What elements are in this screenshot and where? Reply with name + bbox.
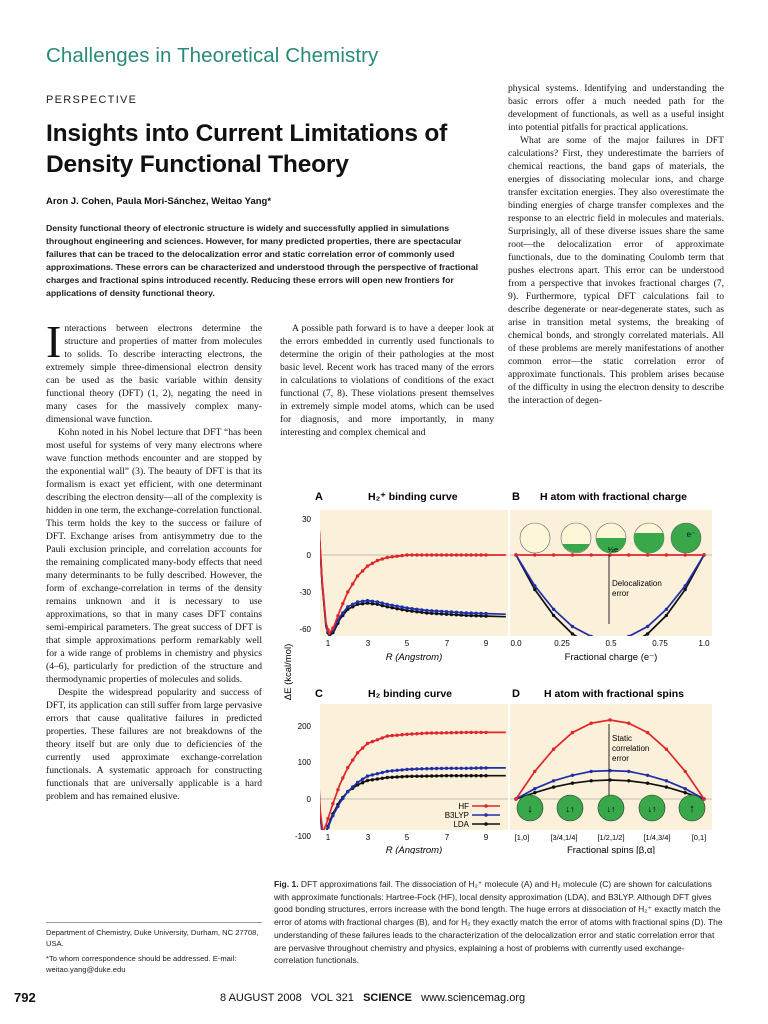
data-point-hf [381,736,384,739]
data-point-hf [665,748,668,751]
data-point-hf [684,553,687,556]
data-point-b3lyp [361,600,364,603]
data-point-b3lyp [351,603,354,606]
data-point-lda [371,778,374,781]
data-point-hf [386,556,389,559]
data-point-lda [435,774,438,777]
data-point-b3lyp [400,605,403,608]
panel-a-xtick: 7 [444,639,450,648]
panel-d-title: H atom with fractional spins [544,688,685,700]
data-point-lda [445,774,448,777]
data-point-b3lyp [366,774,369,777]
data-point-b3lyp [533,584,536,587]
data-point-b3lyp [420,767,423,770]
data-point-lda [391,776,394,779]
data-point-lda [366,779,369,782]
data-point-hf [326,817,329,820]
series-title: Challenges in Theoretical Chemistry [46,44,379,67]
data-point-b3lyp [376,772,379,775]
data-point-hf [341,602,344,605]
article-title: Insights into Current Limitations of Density Functional Theory [46,120,448,178]
data-point-b3lyp [336,805,339,808]
panel-d-letter: D [512,688,520,700]
data-point-hf [533,553,536,556]
data-point-b3lyp [381,601,384,604]
data-point-b3lyp [341,797,344,800]
data-point-hf [366,742,369,745]
data-point-b3lyp [346,605,349,608]
data-point-lda [627,643,630,646]
data-point-b3lyp [381,771,384,774]
body-paragraph: A possible path forward is to have a deeper look at the errors embedded in currently used functionals to determine the origin of their pathologies at the most basic level. Recent work has traced many of the errors in calculations to violations of conditions of the exact functional (7, 8). These violations present themselves in extremely simple model atoms, which can be used for diagnosis, and more importantly, in many interesting and complex chemical and [280,323,494,438]
data-point-b3lyp [371,773,374,776]
data-point-hf [430,553,433,556]
legend-label-lda: LDA [453,820,469,829]
data-point-hf [627,722,630,725]
data-point-hf [460,553,463,556]
data-point-b3lyp [430,767,433,770]
data-point-lda [552,785,555,788]
panel-c-letter: C [315,688,323,700]
data-point-b3lyp [440,767,443,770]
data-point-lda [425,774,428,777]
electron-label: e⁻ [686,530,696,539]
data-point-lda [381,777,384,780]
data-point-lda [590,643,593,646]
data-point-b3lyp [415,767,418,770]
legend-marker-b3lyp [484,813,488,817]
data-point-b3lyp [405,768,408,771]
data-point-lda [376,777,379,780]
panel-b-xtick: 1.0 [698,639,710,648]
page-footer [0,988,768,1008]
footnotes [46,922,262,979]
data-point-hf [552,553,555,556]
panel-c-ytick: 0 [306,795,311,804]
data-point-hf [479,731,482,734]
data-point-lda [590,779,593,782]
body-column-3 [508,82,724,407]
data-point-lda [405,775,408,778]
data-point-hf [376,559,379,562]
data-point-hf [376,738,379,741]
journal-name: SCIENCE [363,992,412,1004]
panel-b-xtick: 0.5 [605,639,617,648]
data-point-lda [665,614,668,617]
data-point-lda [571,782,574,785]
data-point-b3lyp [484,612,487,615]
data-point-hf [514,797,517,800]
data-point-lda [470,774,473,777]
data-point-hf [410,732,413,735]
data-point-hf [415,732,418,735]
data-point-hf [415,553,418,556]
panel-a-xlabel: R (Angstrom) [385,652,443,663]
data-point-b3lyp [484,766,487,769]
panel-b-xtick: 0.25 [554,639,570,648]
panel-d-xtick: [1/4,3/4] [643,833,671,842]
data-point-b3lyp [445,610,448,613]
data-point-hf [351,582,354,585]
data-point-hf [608,718,611,721]
data-point-lda [460,774,463,777]
data-point-b3lyp [435,767,438,770]
data-point-hf [450,553,453,556]
data-point-b3lyp [386,603,389,606]
body-paragraph: physical systems. Identifying and understanding the basic errors offer a much needed path for the development of functionals, as well as a useful insight into potential pitfalls for practical applications. [508,83,724,133]
data-point-hf [470,731,473,734]
author-list: Aron J. Cohen, Paula Mori-Sánchez, Weitao Yang* [46,196,272,207]
data-point-b3lyp [627,770,630,773]
data-point-b3lyp [371,600,374,603]
body-column-1 [46,316,262,803]
panel-a-ytick: -60 [299,625,311,634]
data-point-hf [395,734,398,737]
data-point-b3lyp [646,774,649,777]
panel-b-xtick: 0.75 [652,639,668,648]
data-point-hf [484,553,487,556]
panel-d-xtick: [3/4,1/4] [550,833,578,842]
data-point-b3lyp [405,606,408,609]
data-point-hf [361,746,364,749]
data-point-lda [665,785,668,788]
data-point-lda [440,774,443,777]
journal-url: www.sciencemag.org [421,992,526,1004]
data-point-hf [627,553,630,556]
data-point-hf [405,733,408,736]
data-point-lda [552,614,555,617]
data-point-b3lyp [440,610,443,613]
panel-d-xtick: [1/2,1/2] [597,833,625,842]
panel-c-ytick: -100 [294,832,311,841]
data-point-hf [465,553,468,556]
data-point-b3lyp [552,608,555,611]
data-point-b3lyp [684,584,687,587]
article-type: PERSPECTIVE [46,94,138,106]
panel-a-xtick: 5 [404,639,410,648]
body-paragraph: Despite the widespread popularity and success of DFT, its application can still suffer from large pervasive errors that cause qualitative failures in predicted properties. These failures are not breakdowns of the theory itself but are only due to deficiencies of the currently used approximate exchange-correlation functionals. A systematic approach for constructing functionals that are universally applicable is a hard problem and has remained elusive. [46,687,262,802]
data-point-b3lyp [627,635,630,638]
shared-y-axis-label: ΔE (kcal/mol) [283,643,294,701]
spin-mixed-icon: ↓↑ [647,804,657,814]
data-point-b3lyp [646,625,649,628]
panel-c-ytick: 200 [297,722,311,731]
figure-caption [274,878,724,967]
body-paragraph: Kohn noted in his Nobel lecture that DFT “has been most useful for systems of very many electrons where wave function methods encounter and are stopped by the exponential wall” (3). The beauty of DFT is that its formalism is exact yet efficient, with one determinant describing the electron density—all of the complexity is hidden in one term, the exchange-correlation functional. This term holds the key to the success or failure of DFT. Exchange arises from antisymmetry due to the Pauli exclusion principle, and correlation accounts for the remaining complicated many-body effects that need many determinants to be fully described. However, the form of exchange-correlation in terms of the density remains unknown and it is necessary to use approximations, so that in many cases DFT contains semi-empirical parameters. The great success of DFT is that simple approximations perform remarkably well for a wide range of problems in chemistry and physics (4–6), particularly for prediction of the structure and thermodynamic properties of molecules and solids. [46,427,262,685]
data-point-hf [484,731,487,734]
data-point-b3lyp [445,767,448,770]
data-point-lda [430,774,433,777]
data-point-hf [371,740,374,743]
drop-cap: I [46,316,62,367]
data-point-lda [533,791,536,794]
delocalization-label: error [612,589,629,598]
data-point-b3lyp [425,767,428,770]
page-number: 792 [14,990,36,1005]
data-point-b3lyp [455,611,458,614]
data-point-b3lyp [533,787,536,790]
static-correlation-label: correlation [612,744,650,753]
footnote-rule [46,922,262,923]
data-point-b3lyp [420,608,423,611]
data-point-lda [479,774,482,777]
data-point-b3lyp [474,766,477,769]
data-point-lda [386,776,389,779]
panel-a-xtick: 1 [325,639,331,648]
spin-up-icon: ↑ [689,803,695,815]
data-point-hf [420,553,423,556]
data-point-b3lyp [571,625,574,628]
data-point-hf [391,555,394,558]
spin-mixed-icon: ↓↑ [606,804,616,814]
data-point-hf [356,751,359,754]
data-point-hf [435,731,438,734]
data-point-lda [684,791,687,794]
affiliation-note: Department of Chemistry, Duke University, Durham, NC 27708, USA. [46,928,259,948]
legend-marker-lda [484,822,488,826]
data-point-b3lyp [410,768,413,771]
data-point-hf [646,553,649,556]
data-point-hf [533,770,536,773]
panel-a-xtick: 3 [365,639,371,648]
data-point-hf [336,614,339,617]
data-point-b3lyp [331,814,334,817]
data-point-hf [571,553,574,556]
data-point-lda [571,632,574,635]
data-point-hf [445,553,448,556]
data-point-hf [455,553,458,556]
static-correlation-label: error [612,754,629,763]
data-point-hf [420,732,423,735]
issue-date: 8 AUGUST 2008 [220,992,302,1004]
data-point-hf [361,569,364,572]
data-point-b3lyp [341,611,344,614]
data-point-hf [346,766,349,769]
panel-a-title: H₂⁺ binding curve [368,491,458,503]
issue-line [220,992,525,1004]
data-point-b3lyp [410,607,413,610]
data-point-hf [684,770,687,773]
figure-1 [282,482,722,854]
static-correlation-label: Static [612,734,633,743]
panel-a-xtick: 9 [483,639,489,648]
body-paragraph: Interactions between electrons determine the structure and properties of matter from molecules to solids. To describe interacting electrons, the extremely simple three-dimensional electron density can be used as the basic variable within density functional theory (DFT) (1, 2), negating the need in many cases for the massively complex many-dimensional wave function. [46,316,262,425]
data-point-hf [386,734,389,737]
data-point-lda [361,781,364,784]
data-point-hf [405,553,408,556]
caption-text: DFT approximations fail. The dissociation of H₂⁺ molecule (A) and H₂ molecule (C) are shown for calculations with approximate functionals: Hartree-Fock (HF), local density approximation (LDA), and B3LYP. Although DFT gives good bonding structures, errors increase with the bond length. The huge errors at dissociation of H₂⁺ exactly match the error of atoms with fractional charges (B), and for H₂ they exactly match the error of atoms with fractional spins (D). The understanding of these failures leads to the characterization of the delocalization error and static correlation error that are pervasive throughout chemistry and physics, explaining a host of problems with currently used exchange-correlation functionals. [274,879,723,966]
panel-c-xlabel: R (Angstrom) [385,845,443,854]
data-point-b3lyp [395,605,398,608]
data-point-b3lyp [470,611,473,614]
correspondence-note: *To whom correspondence should be addressed. E-mail: weitao.yang@duke.edu [46,954,237,974]
data-point-b3lyp [474,612,477,615]
data-point-lda [484,774,487,777]
data-point-b3lyp [346,790,349,793]
data-point-hf [440,731,443,734]
data-point-b3lyp [351,785,354,788]
data-point-hf [410,553,413,556]
data-point-hf [514,553,517,556]
data-point-hf [450,731,453,734]
data-point-b3lyp [425,609,428,612]
data-point-b3lyp [400,768,403,771]
data-point-b3lyp [571,774,574,777]
body-paragraph: What are some of the major failures in DFT calculations? First, they underestimate the barriers of chemical reactions, the band gaps of materials, the energies of dissociating molecular ions, and charge transfer excitation energies. They also overestimate the binding energies of charge transfer complexes and the response to an electric field in molecules and materials. Surprisingly, all of these diverse issues share the same root—the delocalization error of approximate functionals, due to the dominating Coulomb term that pushes electrons apart. This error can be understood from a perspective that invokes fractional charges (7, 9). Furthermore, typical DFT calculations fail to describe degenerate or near-degenerate states, such as arise in transition metal systems, the breaking of chemical bonds, and strongly correlated materials. All of these problems are merely manifestations of another common error—the static correlation error of approximate functionals. This problem arises because of the difficulty in using the electron density to describe the interaction of degen- [508,135,724,406]
half-electron-label: ½e [607,545,619,554]
data-point-hf [395,555,398,558]
data-point-hf [326,628,329,631]
data-point-lda [450,774,453,777]
data-point-b3lyp [684,787,687,790]
panel-b-letter: B [512,491,520,503]
data-point-hf [381,557,384,560]
data-point-b3lyp [470,767,473,770]
charge-sphere-icon [520,523,550,553]
data-point-b3lyp [326,826,329,829]
data-point-lda [627,779,630,782]
data-point-lda [415,775,418,778]
panel-b-xtick: 0.0 [510,639,522,648]
data-point-b3lyp [590,770,593,773]
data-point-hf [474,731,477,734]
data-point-b3lyp [356,781,359,784]
data-point-lda [465,774,468,777]
data-point-hf [470,553,473,556]
data-point-lda [400,775,403,778]
panel-a-ytick: -30 [299,588,311,597]
data-point-hf [552,748,555,751]
delocalization-label: Delocalization [612,579,662,588]
data-point-b3lyp [435,609,438,612]
data-point-lda [646,782,649,785]
data-point-lda [474,774,477,777]
data-point-b3lyp [479,612,482,615]
data-point-hf [440,553,443,556]
data-point-b3lyp [361,778,364,781]
data-point-lda [395,775,398,778]
data-point-b3lyp [386,770,389,773]
panel-c-xtick: 3 [365,833,371,842]
data-point-hf [479,553,482,556]
data-point-hf [455,731,458,734]
data-point-hf [425,553,428,556]
data-point-hf [400,554,403,557]
data-point-hf [646,731,649,734]
data-point-b3lyp [465,611,468,614]
panel-c-xtick: 5 [404,833,410,842]
data-point-lda [455,774,458,777]
legend-marker-hf [484,804,488,808]
data-point-lda [646,632,649,635]
data-point-b3lyp [450,610,453,613]
data-point-hf [665,553,668,556]
data-point-b3lyp [590,635,593,638]
data-point-hf [460,731,463,734]
data-point-lda [410,775,413,778]
data-point-b3lyp [460,767,463,770]
data-point-b3lyp [391,604,394,607]
caption-label: Fig. 1. [274,879,299,889]
data-point-hf [571,731,574,734]
data-point-b3lyp [356,600,359,603]
data-point-hf [351,758,354,761]
data-point-hf [346,590,349,593]
data-point-b3lyp [450,767,453,770]
data-point-b3lyp [465,767,468,770]
panel-a-bg [320,510,508,636]
data-point-hf [590,553,593,556]
data-point-hf [445,731,448,734]
data-point-hf [336,788,339,791]
panel-b-xlabel: Fractional charge (e⁻) [564,652,658,663]
data-point-b3lyp [552,779,555,782]
issue-volume: VOL 321 [310,992,354,1004]
data-point-hf [341,776,344,779]
data-point-b3lyp [665,608,668,611]
panel-d-xlabel: Fractional spins [β,α] [566,845,656,854]
data-point-b3lyp [415,608,418,611]
panel-b-title: H atom with fractional charge [540,491,688,503]
data-point-hf [331,802,334,805]
data-point-hf [391,734,394,737]
panel-c-xtick: 7 [444,833,450,842]
data-point-b3lyp [366,599,369,602]
data-point-hf [331,626,334,629]
legend-label-hf: HF [458,802,469,811]
data-point-hf [590,722,593,725]
data-point-b3lyp [395,769,398,772]
data-point-b3lyp [665,779,668,782]
data-point-hf [430,731,433,734]
panel-c-xtick: 1 [325,833,331,842]
abstract: Density functional theory of electronic structure is widely and successfully applied in simulations throughout engineering and sciences. However, for many predicted properties, there are spectacular failures that can be traced to the delocalization error and static correlation error of commonly used approximations. These errors can be characterized and understood through the perspective of fractional charges and fractional spins introduced recently. Reducing these errors will open new frontiers for applications of density functional theory. [46,223,479,299]
panel-a-letter: A [315,491,323,503]
data-point-hf [702,797,705,800]
data-point-hf [400,733,403,736]
data-point-b3lyp [460,611,463,614]
panel-a-ytick: 30 [302,515,311,524]
data-point-hf [702,553,705,556]
data-point-hf [474,553,477,556]
data-point-b3lyp [376,600,379,603]
spin-mixed-icon: ↓↑ [565,804,575,814]
data-point-hf [425,731,428,734]
data-point-b3lyp [391,769,394,772]
data-point-lda [420,775,423,778]
data-point-hf [465,731,468,734]
data-point-b3lyp [479,766,482,769]
data-point-hf [371,562,374,565]
body-column-2 [280,322,494,439]
panel-d-xtick: [0,1] [691,833,707,842]
data-point-b3lyp [455,767,458,770]
data-point-b3lyp [430,609,433,612]
panel-c-ytick: 100 [297,758,311,767]
data-point-hf [356,574,359,577]
spin-down-icon: ↓ [527,803,533,815]
legend-label-b3lyp: B3LYP [444,811,469,820]
panel-c-title: H₂ binding curve [368,688,453,700]
panel-c-xtick: 9 [483,833,489,842]
panel-a-ytick: 0 [306,551,311,560]
panel-d-xtick: [1,0] [514,833,530,842]
data-point-hf [435,553,438,556]
data-point-hf [366,564,369,567]
